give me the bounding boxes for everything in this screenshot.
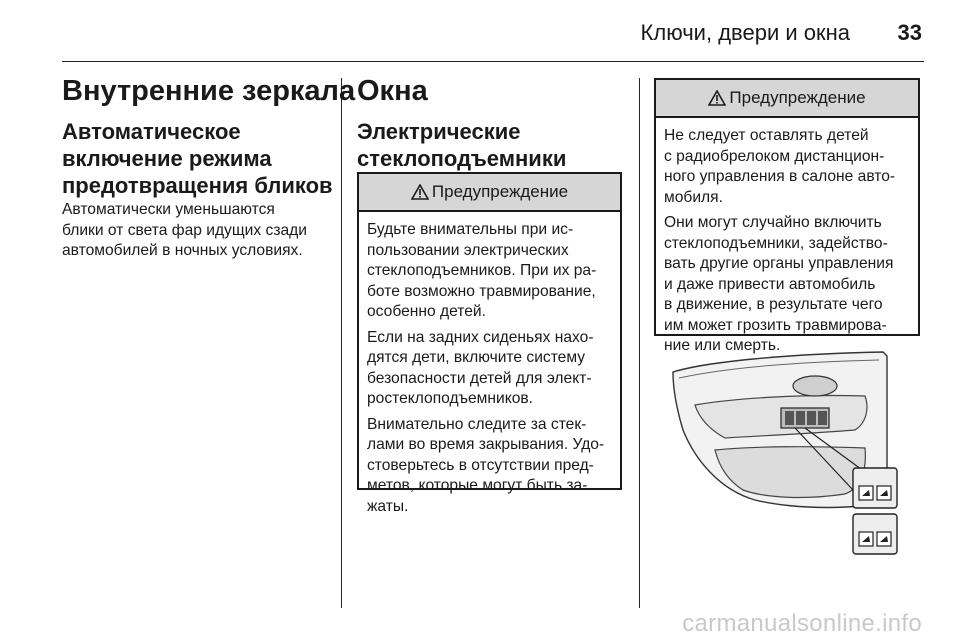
warning-header	[656, 80, 918, 118]
warning-line: вать другие органы управления	[664, 255, 894, 272]
mirrors-body-text	[62, 200, 307, 262]
section-heading-windows: Окна	[357, 75, 428, 107]
section-heading-mirrors: Внутренние зеркала	[62, 75, 356, 107]
warning-body	[656, 118, 918, 357]
warning-line: ние или смерть.	[664, 337, 781, 354]
warning-line: им может грозить травмирова-	[664, 316, 887, 334]
body-line: блики от света фар идущих сзади	[62, 221, 307, 239]
subheading-line: Автоматическое	[62, 119, 241, 144]
warning-line: в движение, в результате чего	[664, 296, 883, 313]
warning-line: ного управления в салоне авто-	[664, 168, 896, 185]
warning-line: жаты.	[367, 497, 409, 515]
warning-line: лами во время закрывания. Удо-	[367, 436, 605, 453]
header-rule	[62, 61, 924, 62]
subheading-line: предотвращения бликов	[62, 173, 333, 198]
warning-line: метов, которые могут быть за-	[367, 477, 588, 494]
running-header-title: Ключи, двери и окна	[640, 20, 850, 45]
subheading-auto-dimming	[62, 118, 333, 199]
warning-line: стеклоподъемники, задейство-	[664, 234, 888, 252]
warning-line: дятся дети, включите систему	[367, 349, 586, 366]
subheading-line: стеклоподъемники	[357, 146, 567, 171]
page-number: 33	[897, 20, 922, 45]
warning-line: пользовании электрических	[367, 241, 569, 259]
body-line: автомобилей в ночных условиях.	[62, 242, 303, 259]
warning-line: Не следует оставлять детей	[664, 127, 869, 144]
warning-box-remote-key	[654, 78, 920, 354]
body-line: Автоматически уменьшаются	[62, 201, 275, 218]
column-divider-2	[639, 78, 640, 608]
door-window-switch-illustration	[665, 350, 905, 560]
warning-line: с радиобрелоком дистанцион-	[664, 147, 885, 165]
warning-paragraph	[367, 328, 612, 410]
warning-line: и даже привести автомобиль	[664, 275, 876, 293]
warning-line: Если на задних сиденьях нахо-	[367, 328, 594, 346]
warning-line: ростеклоподъемников.	[367, 390, 534, 407]
warning-paragraph	[367, 415, 612, 518]
watermark: carmanualsonline.info	[682, 610, 922, 637]
subheading-line: Электрические	[357, 119, 521, 144]
warning-line: стеклоподъемников. При их ра-	[367, 262, 597, 279]
warning-header	[359, 174, 620, 212]
warning-line: безопасности детей для элект-	[367, 369, 592, 387]
warning-line: мобиля.	[664, 188, 723, 206]
warning-paragraph	[664, 126, 910, 208]
warning-line: Внимательно следите за стек-	[367, 415, 587, 433]
warning-line: Они могут случайно включить	[664, 214, 882, 231]
warning-line: особенно детей.	[367, 303, 486, 320]
warning-title: Предупреждение	[431, 182, 569, 201]
subheading-line: включение режима	[62, 146, 272, 171]
subheading-power-windows	[357, 118, 566, 172]
warning-box-power-windows	[357, 172, 622, 515]
warning-line: Будьте внимательны при ис-	[367, 221, 574, 238]
warning-triangle-icon	[708, 90, 726, 106]
warning-title: Предупреждение	[729, 88, 866, 107]
warning-triangle-icon	[411, 184, 429, 200]
warning-line: стоверьтесь в отсутствии пред-	[367, 456, 594, 474]
column-divider-1	[341, 78, 342, 608]
warning-body	[359, 212, 620, 517]
warning-paragraph	[367, 220, 612, 323]
warning-line: боте возможно травмирование,	[367, 282, 596, 300]
warning-paragraph	[664, 213, 910, 357]
